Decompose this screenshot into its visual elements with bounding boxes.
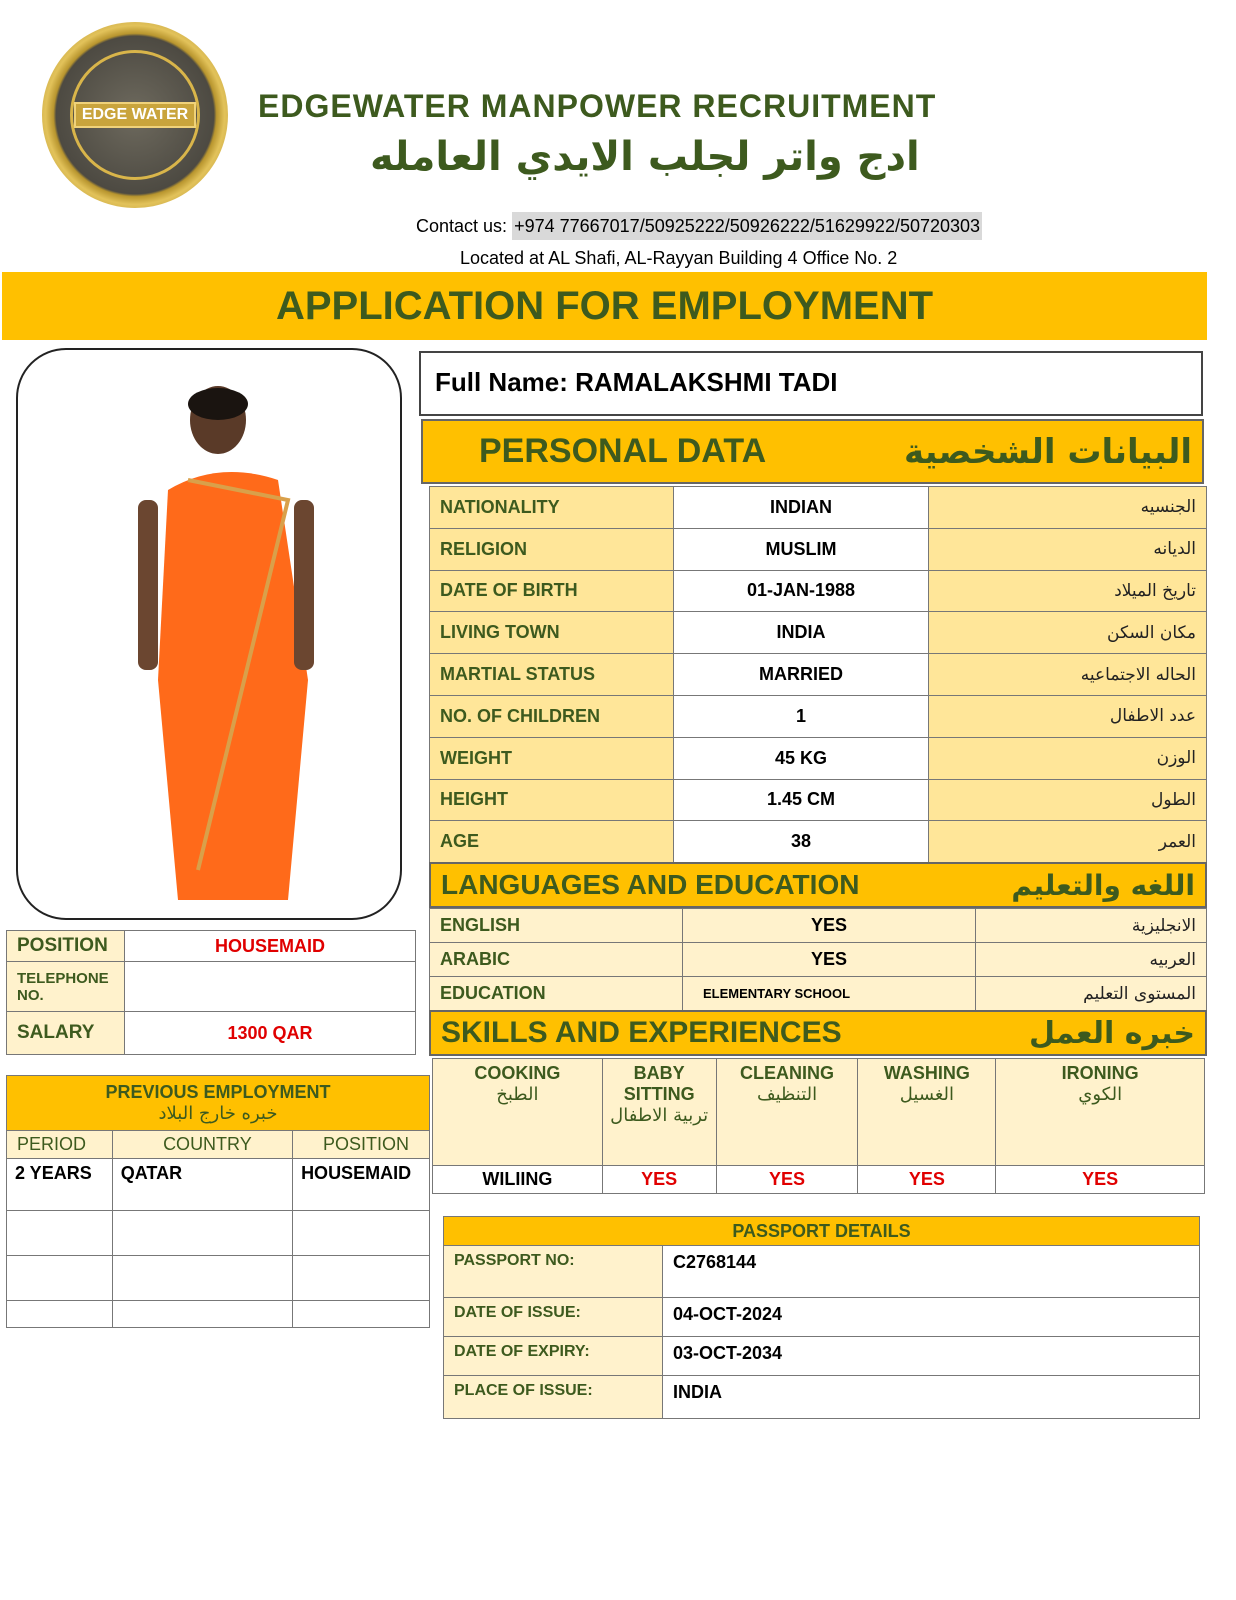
personal-data-table xyxy=(429,486,1207,863)
passport-label: PASSPORT NO: xyxy=(444,1246,663,1298)
cell: 2 YEARS xyxy=(7,1159,113,1211)
skill-name-ar: التنظيف xyxy=(756,1084,818,1105)
field-label: WEIGHT xyxy=(430,737,674,779)
language-label: ARABIC xyxy=(430,943,683,977)
language-label-ar: المستوى التعليم xyxy=(976,977,1207,1011)
skill-name: BABY SITTING xyxy=(623,1063,695,1104)
field-value: MARRIED xyxy=(674,654,929,696)
position-value: 1300 QAR xyxy=(125,1012,416,1055)
table-row xyxy=(430,612,1207,654)
field-label-ar: الطول xyxy=(929,779,1207,821)
position-value xyxy=(125,962,416,1012)
languages-title-ar: اللغه والتعليم xyxy=(1011,868,1195,902)
table-row xyxy=(444,1376,1200,1419)
column-header: POSITION xyxy=(293,1131,430,1159)
logo-text: EDGE WATER xyxy=(74,102,196,128)
contact-line xyxy=(416,216,982,237)
skill-value: YES xyxy=(716,1166,858,1194)
cell: HOUSEMAID xyxy=(293,1159,430,1211)
company-logo xyxy=(42,22,228,208)
table-row xyxy=(430,821,1207,863)
table-row xyxy=(7,1256,430,1301)
cell xyxy=(7,1211,113,1256)
previous-employment-header xyxy=(7,1076,430,1131)
skill-header xyxy=(602,1059,716,1166)
location: Located at AL Shafi, AL-Rayyan Building 4 Office No. 2 xyxy=(460,248,898,268)
field-label: AGE xyxy=(430,821,674,863)
skill-name: IRONING xyxy=(1061,1063,1139,1083)
passport-value: 04-OCT-2024 xyxy=(663,1298,1200,1337)
personal-data-header xyxy=(421,419,1204,484)
passport-header: PASSPORT DETAILS xyxy=(444,1217,1200,1246)
field-label-ar: عدد الاطفال xyxy=(929,695,1207,737)
field-label-ar: العمر xyxy=(929,821,1207,863)
language-value: YES xyxy=(683,909,976,943)
cell xyxy=(7,1256,113,1301)
passport-value: 03-OCT-2034 xyxy=(663,1337,1200,1376)
skill-name: COOKING xyxy=(474,1063,561,1083)
cell xyxy=(112,1256,292,1301)
passport-value: INDIA xyxy=(663,1376,1200,1419)
skill-name: CLEANING xyxy=(740,1063,835,1083)
skill-name-ar: تربية الاطفال xyxy=(610,1105,709,1126)
field-value: INDIAN xyxy=(674,487,929,529)
table-row xyxy=(7,1301,430,1328)
column-header: PERIOD xyxy=(7,1131,113,1159)
field-value: 1.45 CM xyxy=(674,779,929,821)
skill-value: YES xyxy=(996,1166,1205,1194)
skill-header xyxy=(858,1059,996,1166)
skills-title-ar: خبره العمل xyxy=(1028,1015,1195,1051)
skill-name-ar: الطبخ xyxy=(496,1084,539,1105)
cell: QATAR xyxy=(112,1159,292,1211)
language-label-ar: الانجليزية xyxy=(976,909,1207,943)
field-label-ar: الحاله الاجتماعيه xyxy=(929,654,1207,696)
cell xyxy=(293,1256,430,1301)
field-label-ar: الوزن xyxy=(929,737,1207,779)
position-label: TELEPHONE NO. xyxy=(7,962,125,1012)
skill-name-ar: الغسيل xyxy=(899,1084,955,1105)
field-value: 45 KG xyxy=(674,737,929,779)
position-label: SALARY xyxy=(7,1012,125,1055)
column-header: COUNTRY xyxy=(112,1131,292,1159)
skill-header xyxy=(716,1059,858,1166)
field-label-ar: الديانه xyxy=(929,528,1207,570)
table-row xyxy=(7,962,416,1012)
skill-header xyxy=(996,1059,1205,1166)
languages-table xyxy=(429,908,1207,1011)
skill-header xyxy=(433,1059,603,1166)
table-row xyxy=(430,654,1207,696)
table-row xyxy=(430,977,1207,1011)
cell xyxy=(7,1301,113,1328)
table-row xyxy=(430,779,1207,821)
table-row xyxy=(430,943,1207,977)
skill-value: YES xyxy=(602,1166,716,1194)
table-row xyxy=(7,1131,430,1159)
contact-label: Contact us: xyxy=(416,216,508,236)
cell xyxy=(112,1301,292,1328)
skills-title-en: SKILLS AND EXPERIENCES xyxy=(441,1016,842,1049)
languages-header xyxy=(429,862,1207,908)
skill-name: WASHING xyxy=(883,1063,970,1083)
table-row xyxy=(430,695,1207,737)
table-row xyxy=(430,909,1207,943)
table-row xyxy=(430,570,1207,612)
position-table xyxy=(6,930,416,1055)
contact-numbers: +974 77667017/50925222/50926222/51629922/50720303 xyxy=(512,212,982,240)
skills-header xyxy=(429,1010,1207,1056)
table-row xyxy=(7,1076,430,1131)
table-row xyxy=(433,1059,1205,1166)
table-row xyxy=(7,1012,416,1055)
field-label-ar: الجنسيه xyxy=(929,487,1207,529)
table-row xyxy=(444,1217,1200,1246)
table-row xyxy=(7,1159,430,1211)
previous-title-en: PREVIOUS EMPLOYMENT xyxy=(105,1082,331,1102)
previous-employment-table xyxy=(6,1075,430,1328)
personal-title-ar: البيانات الشخصية xyxy=(903,431,1192,472)
passport-label: DATE OF ISSUE: xyxy=(444,1298,663,1337)
field-label-ar: مكان السكن xyxy=(929,612,1207,654)
position-label: POSITION xyxy=(7,931,125,962)
passport-value: C2768144 xyxy=(663,1246,1200,1298)
field-value: 01-JAN-1988 xyxy=(674,570,929,612)
language-label: EDUCATION xyxy=(430,977,683,1011)
field-value: 1 xyxy=(674,695,929,737)
field-value: INDIA xyxy=(674,612,929,654)
personal-title-en: PERSONAL DATA xyxy=(479,432,767,470)
skills-table xyxy=(432,1058,1205,1194)
field-value: MUSLIM xyxy=(674,528,929,570)
field-label: NATIONALITY xyxy=(430,487,674,529)
language-label: ENGLISH xyxy=(430,909,683,943)
table-row xyxy=(7,1211,430,1256)
language-value: ELEMENTARY SCHOOL xyxy=(683,977,976,1011)
language-value: YES xyxy=(683,943,976,977)
skill-name-ar: الكوي xyxy=(1078,1084,1123,1105)
cell xyxy=(293,1301,430,1328)
language-label-ar: العربيه xyxy=(976,943,1207,977)
table-row xyxy=(444,1298,1200,1337)
cell xyxy=(112,1211,292,1256)
table-row xyxy=(430,487,1207,529)
company-name-ar: ادج واتر لجلب الايدي العامله xyxy=(370,134,920,180)
position-value: HOUSEMAID xyxy=(125,931,416,962)
previous-title-ar: خبره خارج البلاد xyxy=(158,1103,278,1124)
table-row xyxy=(430,528,1207,570)
passport-label: DATE OF EXPIRY: xyxy=(444,1337,663,1376)
field-label: RELIGION xyxy=(430,528,674,570)
passport-table xyxy=(443,1216,1200,1419)
candidate-photo xyxy=(16,348,402,920)
full-name: Full Name: RAMALAKSHMI TADI xyxy=(419,351,1203,416)
languages-title-en: LANGUAGES AND EDUCATION xyxy=(441,869,860,900)
table-row xyxy=(7,931,416,962)
table-row xyxy=(444,1246,1200,1298)
field-value: 38 xyxy=(674,821,929,863)
company-name-en: EDGEWATER MANPOWER RECRUITMENT xyxy=(258,88,937,124)
table-row xyxy=(430,737,1207,779)
table-row xyxy=(433,1166,1205,1194)
cell xyxy=(293,1211,430,1256)
field-label: LIVING TOWN xyxy=(430,612,674,654)
field-label: NO. OF CHILDREN xyxy=(430,695,674,737)
skill-value: YES xyxy=(858,1166,996,1194)
field-label: HEIGHT xyxy=(430,779,674,821)
field-label-ar: تاريخ الميلاد xyxy=(929,570,1207,612)
skill-value: WILIING xyxy=(433,1166,603,1194)
field-label: DATE OF BIRTH xyxy=(430,570,674,612)
table-row xyxy=(444,1337,1200,1376)
passport-label: PLACE OF ISSUE: xyxy=(444,1376,663,1419)
field-label: MARTIAL STATUS xyxy=(430,654,674,696)
page-title: APPLICATION FOR EMPLOYMENT xyxy=(2,272,1207,340)
